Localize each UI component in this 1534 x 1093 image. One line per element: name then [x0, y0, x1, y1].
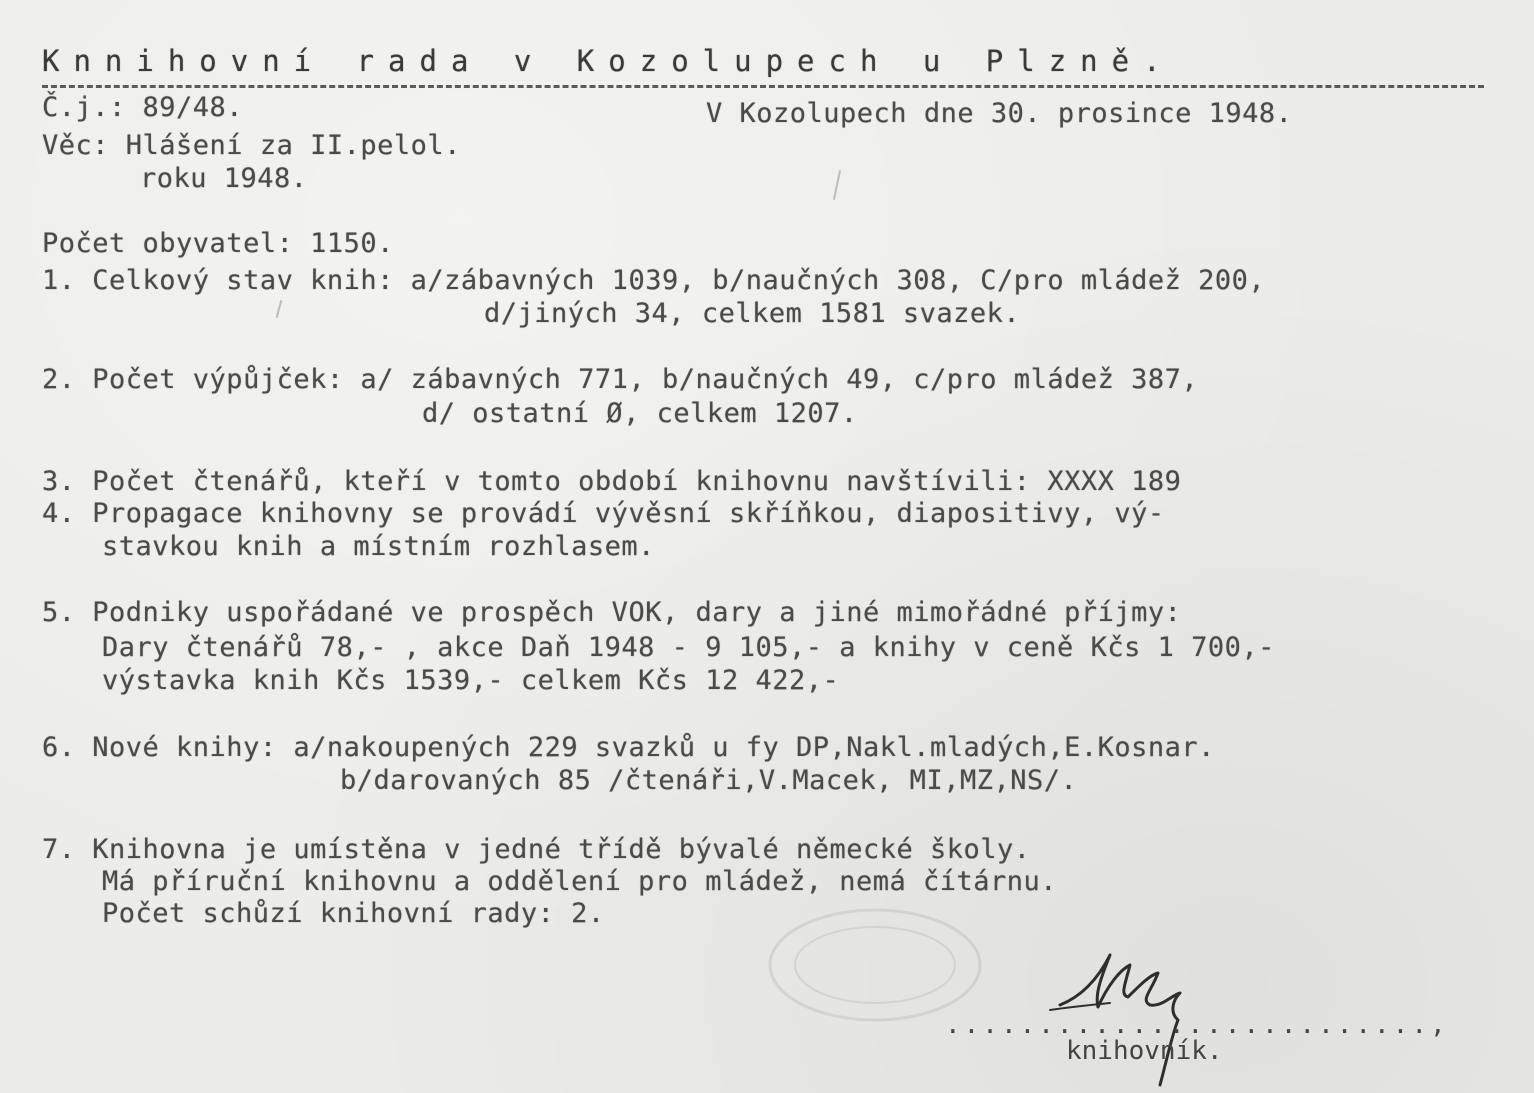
reference-number: Č.j.: 89/48.	[42, 92, 244, 123]
item-6-line-1: 6. Nové knihy: a/nakoupených 229 svazků u fy DP,Nakl.mladých,E.Kosnar.	[42, 732, 1215, 763]
item-1-line-1: 1. Celkový stav knih: a/zábavných 1039, b/naučných 308, C/pro mládež 200,	[42, 265, 1266, 296]
item-1-line-2: d/jiných 34, celkem 1581 svazek.	[484, 298, 1021, 329]
item-7-line-3: Počet schůzí knihovní rady: 2.	[102, 898, 605, 929]
item-7-line-1: 7. Knihovna je umístěna v jedné třídě bývalé německé školy.	[42, 834, 1031, 865]
signature-role: knihovník.	[1066, 1036, 1223, 1066]
population-count: Počet obyvatel: 1150.	[42, 228, 394, 259]
item-4-line-1: 4. Propagace knihovny se provádí vývěsní skříňkou, diapositivy, vý-	[42, 498, 1165, 529]
item-4-line-2: stavkou knih a místním rozhlasem.	[102, 531, 655, 562]
item-5-line-1: 5. Podniky uspořádané ve prospěch VOK, dary a jiné mimořádné příjmy:	[42, 597, 1182, 628]
item-3-line-1: 3. Počet čtenářů, kteří v tomto období knihovnu navštívili: XXXX 189	[42, 466, 1182, 497]
item-5-line-2: Dary čtenářů 78,- , akce Daň 1948 - 9 105,- a knihy v ceně Kčs 1 700,-	[102, 632, 1275, 663]
item-7-line-2: Má příruční knihovnu a oddělení pro mládež, nemá čítárnu.	[102, 866, 1058, 897]
letterhead-underline	[42, 85, 1484, 88]
subject-line-2: roku 1948.	[140, 163, 308, 194]
item-5-line-3: výstavka knih Kčs 1539,- celkem Kčs 12 422,-	[102, 665, 840, 696]
item-6-line-2: b/darovaných 85 /čtenáři,V.Macek, MI,MZ,NS/.	[340, 765, 1078, 796]
item-2-line-2: d/ ostatní Ø, celkem 1207.	[422, 398, 858, 429]
subject-line-1: Věc: Hlášení za II.pelol.	[42, 130, 461, 161]
letterhead-title: Knnihovní rada v Kozolupech u Plzně.	[42, 44, 1175, 78]
signature-dotted-line: ..........................,	[945, 1010, 1449, 1040]
item-2-line-1: 2. Počet výpůjček: a/ zábavných 771, b/naučných 49, c/pro mládež 387,	[42, 364, 1199, 395]
place-and-date: V Kozolupech dne 30. prosince 1948.	[706, 98, 1293, 129]
